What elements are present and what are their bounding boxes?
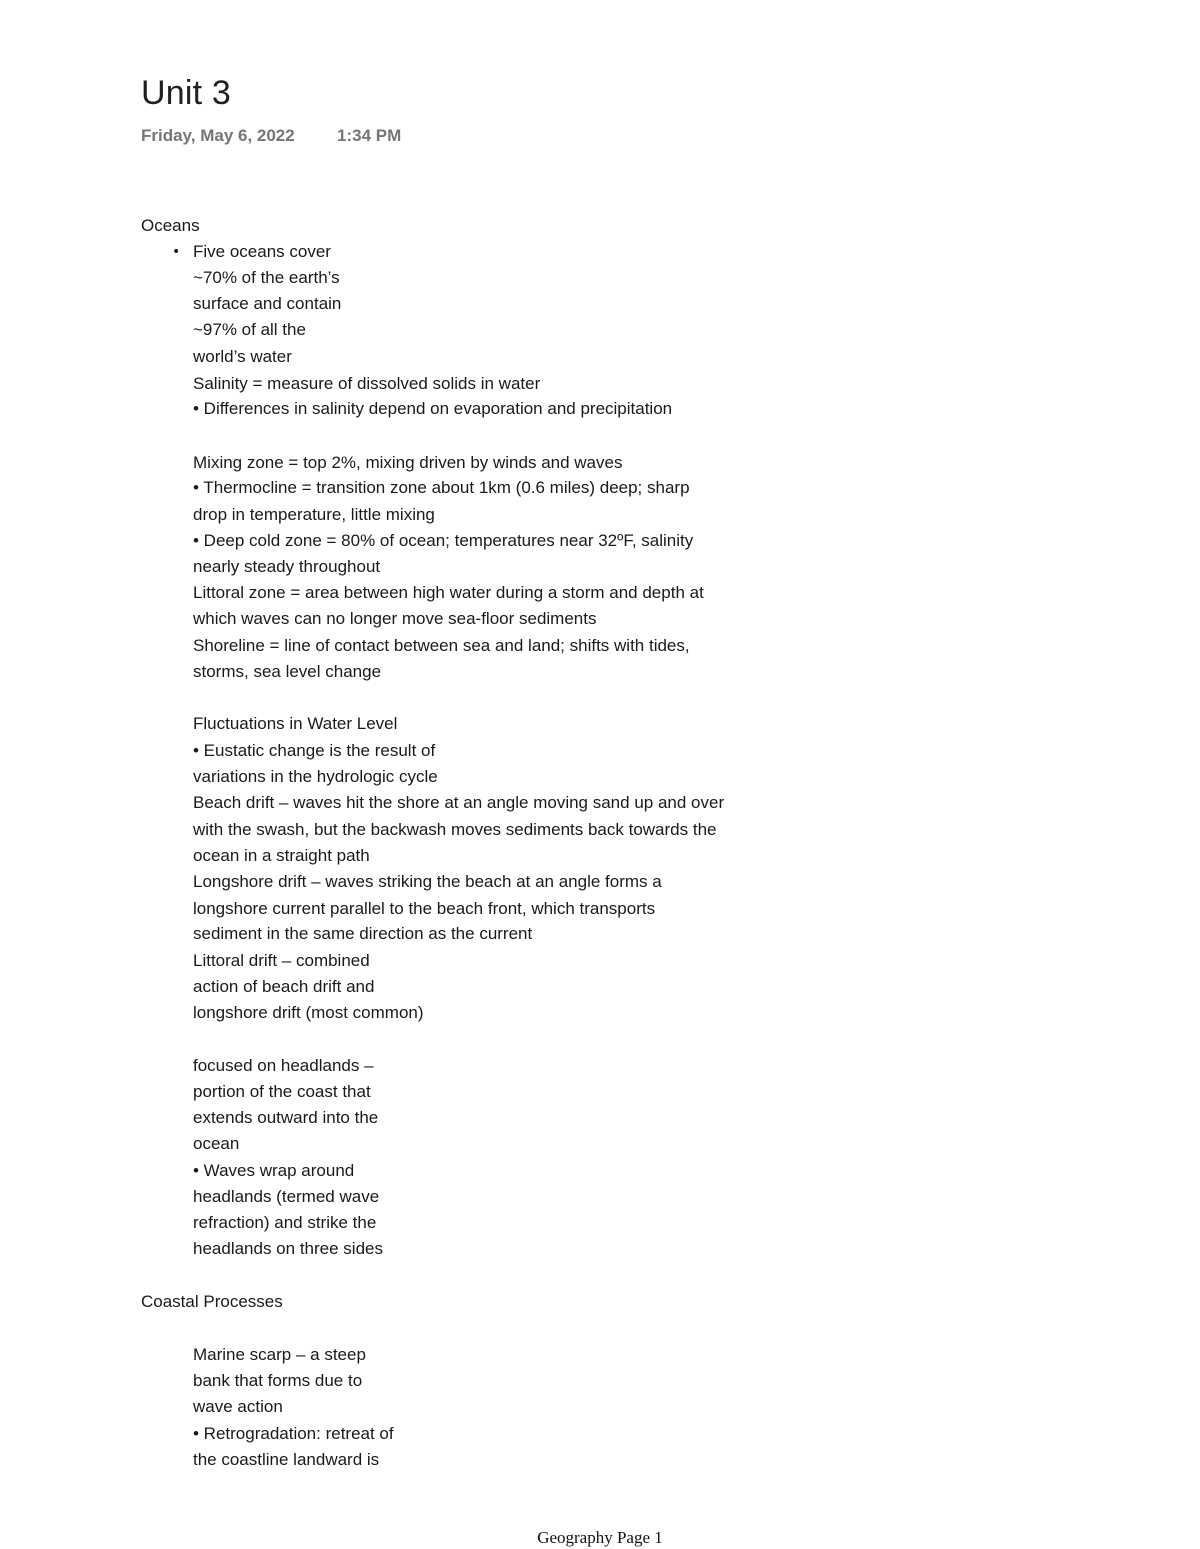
note-line: Fluctuations in Water Level [193,714,398,733]
note-line: • Deep cold zone = 80% of ocean; temperatures near 32ºF, salinity [193,531,694,550]
note-line: refraction) and strike the [193,1213,377,1232]
note-line: Shoreline = line of contact between sea and land; shifts with tides, [193,636,690,655]
note-line: sediment in the same direction as the current [193,924,533,943]
note-line: • Differences in salinity depend on evaporation and precipitation [193,399,673,418]
note-line: with the swash, but the backwash moves sediments back towards the [193,820,717,839]
page-time: 1:34 PM [337,126,402,145]
note-line: surface and contain [193,294,342,313]
note-line: Five oceans cover [193,242,331,261]
note-line: headlands on three sides [193,1239,383,1258]
note-line: • Thermocline = transition zone about 1km (0.6 miles) deep; sharp [193,478,690,497]
note-line: which waves can no longer move sea-floor sediments [193,609,597,628]
coastal-heading: Coastal Processes [141,1292,283,1311]
page-title: Unit 3 [141,74,232,112]
note-line: extends outward into the [193,1108,379,1127]
note-line: • Retrogradation: retreat of [193,1424,394,1443]
note-line: world’s water [193,347,292,366]
note-line: ~70% of the earth’s [193,268,340,287]
note-line: headlands (termed wave [193,1187,380,1206]
note-line: bank that forms due to [193,1371,363,1390]
note-line: Beach drift – waves hit the shore at an angle moving sand up and over [193,793,725,812]
note-line: Mixing zone = top 2%, mixing driven by winds and waves [193,453,623,472]
oceans-heading: Oceans [141,216,200,235]
note-line: • Waves wrap around [193,1161,355,1180]
bullet-icon: • [172,244,181,260]
note-line: ocean [193,1134,240,1153]
note-line: Littoral drift – combined [193,951,370,970]
note-line: nearly steady throughout [193,557,381,576]
note-line: Longshore drift – waves striking the beach at an angle forms a [193,872,662,891]
note-line: the coastline landward is [193,1450,380,1469]
note-line: storms, sea level change [193,662,382,681]
note-line: • Eustatic change is the result of [193,741,436,760]
note-line: wave action [193,1397,283,1416]
note-line: variations in the hydrologic cycle [193,767,438,786]
note-line: portion of the coast that [193,1082,371,1101]
note-line: action of beach drift and [193,977,375,996]
note-line: Marine scarp – a steep [193,1345,366,1364]
note-line: ocean in a straight path [193,846,370,865]
note-line: Salinity = measure of dissolved solids in water [193,374,541,393]
note-line: ~97% of all the [193,320,306,339]
note-line: longshore current parallel to the beach front, which transports [193,899,656,918]
note-line: Littoral zone = area between high water during a storm and depth at [193,583,704,602]
page-date: Friday, May 6, 2022 [141,126,295,145]
note-line: focused on headlands – [193,1056,374,1075]
note-line: drop in temperature, little mixing [193,505,435,524]
note-line: longshore drift (most common) [193,1003,424,1022]
page-footer: Geography Page 1 [537,1528,663,1547]
